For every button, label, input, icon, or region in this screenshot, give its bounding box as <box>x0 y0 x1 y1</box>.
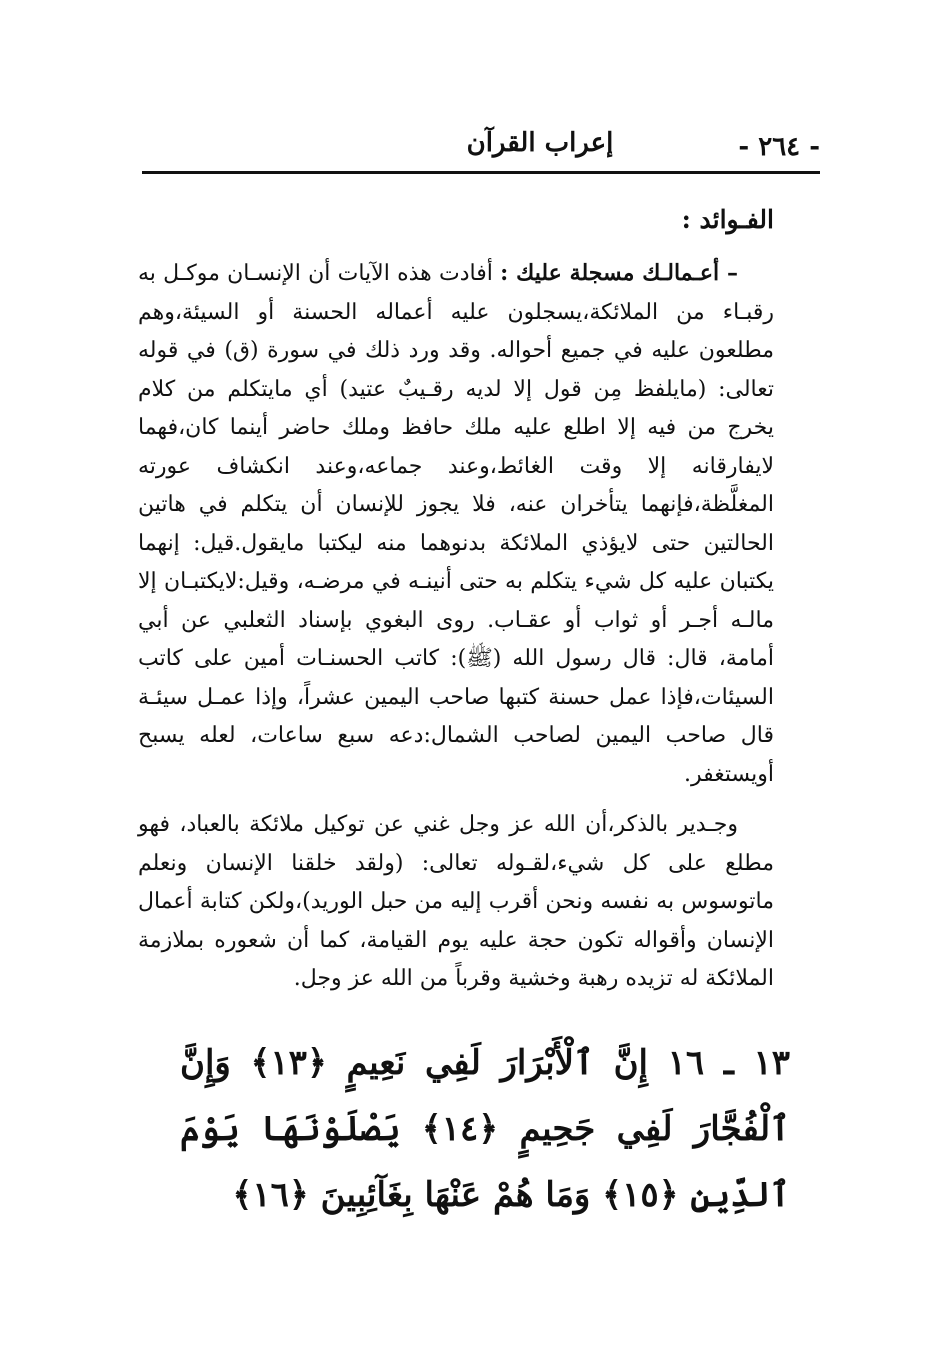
quran-verse-block <box>180 1030 790 1228</box>
running-title: إعراب القرآن <box>466 128 614 158</box>
page-header <box>140 128 820 168</box>
header-rule <box>142 171 820 174</box>
page-number: - ٢٦٤ - <box>738 132 820 162</box>
paragraph-1-text: أفادت هذه الآيات أن الإنسـان موكـل به رقبـاء من الملائكة،يسجلون عليه أعماله الحسنة أو السيئة،وهم مطلعون عليه في جميع أحواله. وقد ورد ذلك في سورة (ق) في قوله تعالى: (مايلفظ مِن قول إلا لديه رقـيبٌ عتيد) أي مايتكلم من كلام يخرج من فيه إلا اطلع عليه ملك حافظ وملك حاضر أينما كان،فهما لايفارقانه إلا وقت الغائط،وعند جماعه،وعند انكشاف عورته المغلَّظة،فإنهما يتأخران عنه، فلا يجوز للإنسان أن يتكلم في هاتين الحالتين حتى لايؤذي الملائكة بدنوهما منه ليكتبا مايقول.قيل: إنهما يكتبان عليه كل شيء يتكلم به حتى أنينـه في مرضـه، وقيل:لايكتبـان إلا مالـه أجـر أو ثواب أو عقـاب. روى البغوي بإسناد الثعلبي عن أبي أمامة، قال: قال رسول الله (ﷺ): كاتب الحسنـات أمين على كاتب السيئات،فإذا عمل حسنة كتبها صاحب اليمين عشراً، وإذا عمـل سيئـة قال صاحب اليمين لصاحب الشمال:دعه سبع ساعات، لعله يسبح أويستغفر. <box>138 261 774 787</box>
verse-reference: ١٣ ـ ١٦ <box>667 1043 790 1083</box>
verse-text: إِنَّ ٱلْأَبْرَارَ لَفِي نَعِيمٍ ﴿١٣﴾ وَإِنَّ ٱلْفُجَّارَ لَفِي جَحِيمٍ ﴿١٤﴾ يَصْلَوْنَهَا يَوْمَ ٱلدِّينِ ﴿١٥﴾ وَمَا هُمْ عَنْهَا بِغَآئِبِينَ ﴿١٦﴾ <box>180 1043 790 1215</box>
paragraph-1 <box>138 254 774 794</box>
page-body <box>138 200 774 999</box>
section-heading: الفـوائد : <box>681 205 774 234</box>
paragraph-1-heading: – أعـمالـك مسجلة عليك : <box>500 260 738 286</box>
paragraph-2: وجـدير بالذكر،أن الله عز وجل غني عن توكيل ملائكة بالعباد، فهو مطلع على كل شيء،لقـوله تعالى: (ولقد خلقنا الإنسان ونعلم ماتوسوس به نفسه ونحن أقرب إليه من حبل الوريد)،ولكن كتابة أعمال الإنسان وأقواله تكون حجة عليه يوم القيامة، كما أن شعوره بملازمة الملائكة له تزيده رهبة وخشية وقرباً من الله عز وجل. <box>138 812 774 991</box>
